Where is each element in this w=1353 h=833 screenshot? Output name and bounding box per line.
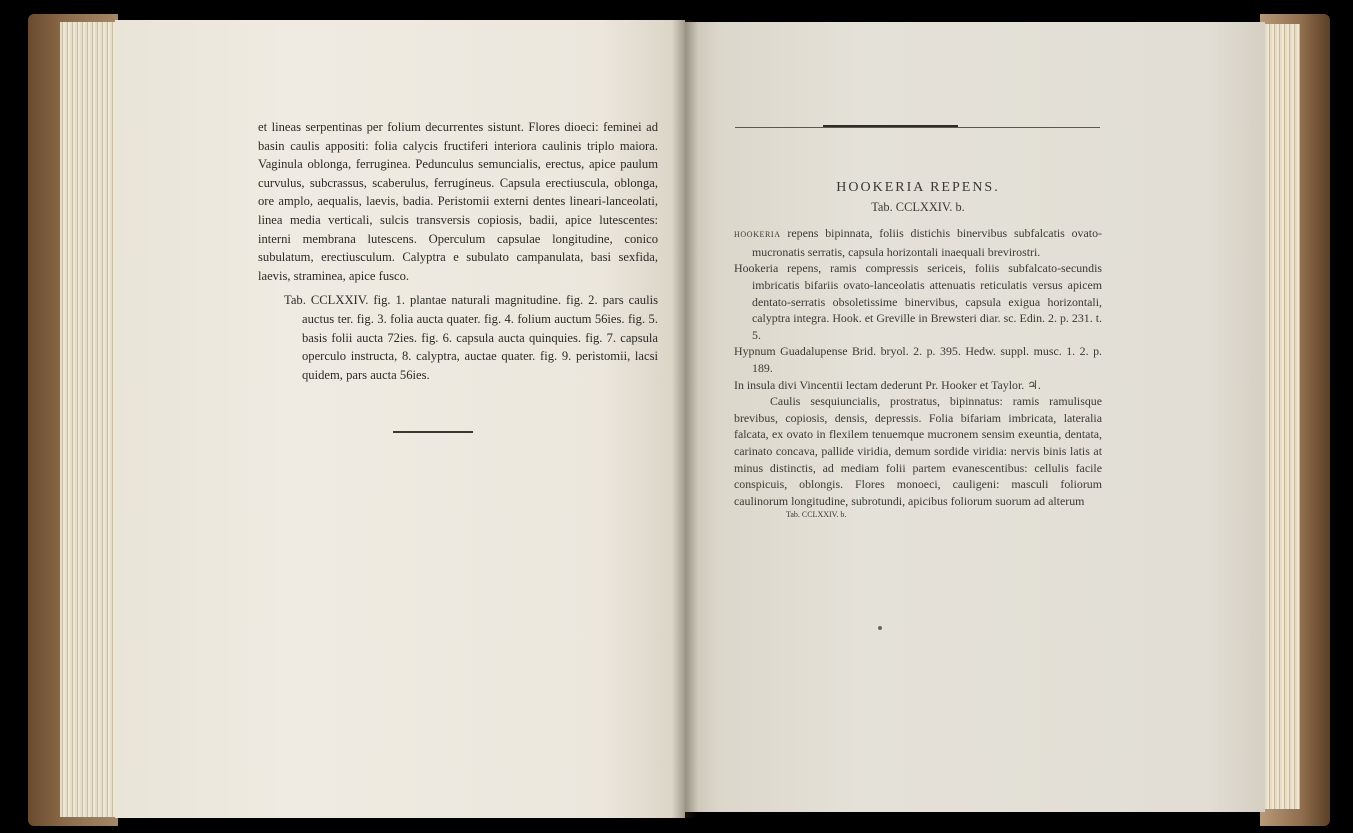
plate-title: HOOKERIA REPENS.: [836, 180, 1000, 195]
diagnosis-text: repens bipinnata, foliis distichis binervibus subfalcatis ovato-mucronatis serratis, capsula horizontali inaequali brevirostri.: [752, 226, 1102, 259]
book-gutter: [672, 20, 698, 818]
ink-dot: [878, 626, 882, 630]
synonym-hookeria: Hookeria repens, ramis compressis sericeis, foliis subfalcato-secundis imbricatis bifariis ovato-lanceolatis attenuatis reticulatis versus apicem dentato-serratis obsoletissime binervibus, capsula exigua horizontali, calyptra integra. Hook. et Greville in Brewsteri diar. sc. Edin. 2. p. 231. t. 5.: [734, 261, 1102, 342]
page-edges-right: [1262, 24, 1300, 809]
left-page-text: [258, 118, 658, 384]
left-divider: [393, 431, 473, 433]
description: Caulis sesquiuncialis, prostratus, bipinnatus: ramis ramulisque brevibus, copiosis, densis, depressis. Folia bifariam imbricata, lateralia falcata, ex ovato in flexilem tenuemque mucronem sensim exeuntia, dentata, carinato concava, pallide viridia, demum sordide viridia: nervis binis latis at minus distinctis, ad mediam folii partem evanescentibus: cellulis facile conspicuis, oblongis. Flores monoeci, cauligeni: masculi foliorum caulinorum longitudine, subrotundi, apicibus foliorum suorum ad alterum: [734, 394, 1102, 508]
left-tab-note: Tab. CCLXXIV. fig. 1. plantae naturali magnitudine. fig. 2. pars caulis auctus ter. fig. 3. folia aucta quater. fig. 4. folium auctum 56ies. fig. 5. basis folii aucta 72ies. fig. 6. capsula aucta quinquies. fig. 7. capsula operculo instructa, 8. calyptra, auctae quater. fig. 9. peristomii, lacsi quidem, pars aucta 56ies.: [284, 293, 658, 382]
habitat: In insula divi Vincentii lectam dederunt Pr. Hooker et Taylor. ♃.: [734, 377, 1041, 392]
right-page-text: [734, 180, 1102, 521]
diagnosis-label: HOOKERIA: [734, 230, 781, 240]
synonym-hypnum: Hypnum Guadalupense Brid. bryol. 2. p. 395. Hedw. suppl. musc. 1. 2. p. 189.: [734, 344, 1102, 375]
plate-subtitle: Tab. CCLXXIV. b.: [871, 199, 965, 214]
right-header-rule-bold: [823, 125, 958, 127]
page-footer: Tab. CCLXXIV. b.: [786, 510, 847, 520]
left-paragraph: et lineas serpentinas per folium decurrentes sistunt. Flores dioeci: feminei ad basin caulis appositi: folia calycis fructiferi interiora caulinis triplo maiora. Vaginula oblonga, ferruginea. Pedunculus semuncialis, erectus, apice paulum curvulus, subcrassus, scaberulus, ferrugineus. Capsula erectiuscula, oblonga, ore amplo, aequalis, laevis, badia. Peristomii externi dentes lineari-lanceolati, linea media verticali, sulcis transversis copiosis, badii, apice lutescentes: interni membrana lutescens. Operculum capsulae longitudine, conico subulatum, erectiusculum. Calyptra e subulato campanulata, basi sexfida, laevis, straminea, apice fusco.: [258, 120, 658, 283]
diagnosis: [734, 225, 1102, 260]
right-header-rule: [735, 127, 1100, 128]
